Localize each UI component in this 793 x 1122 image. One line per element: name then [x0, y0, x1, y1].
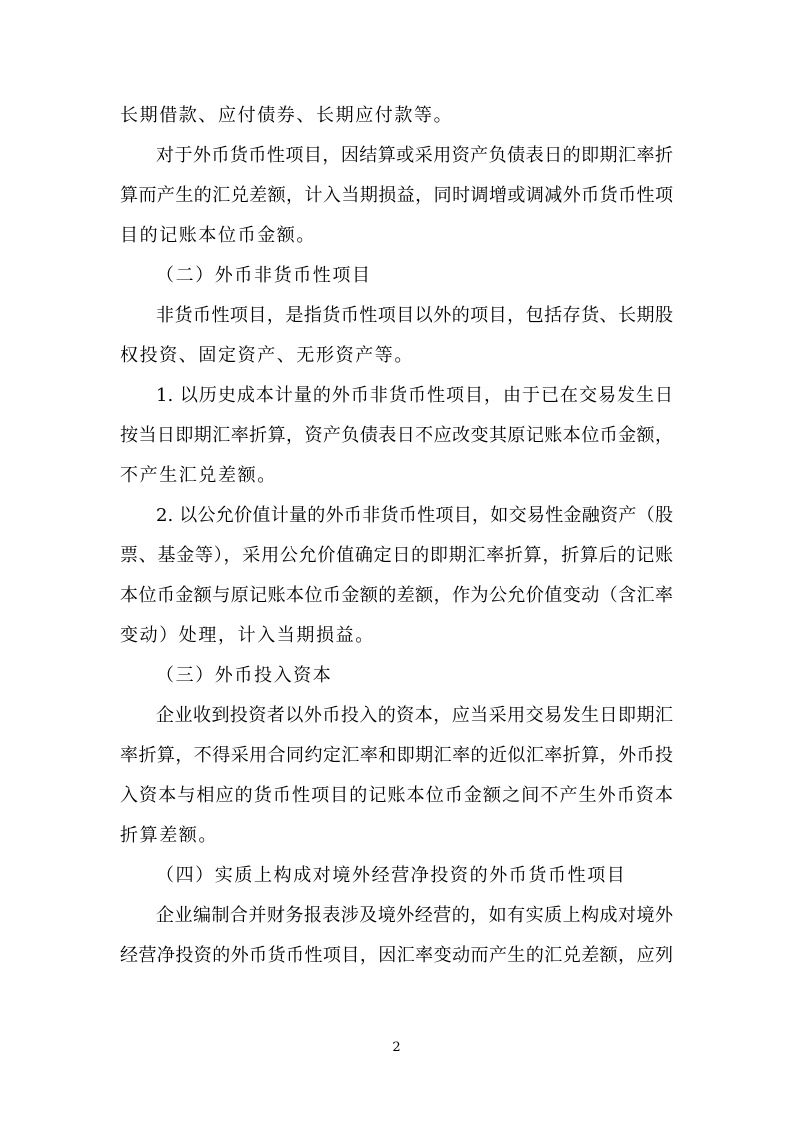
text-line: 企业编制合并财务报表涉及境外经营的，如有实质上构成对境外 — [156, 905, 673, 926]
text-line: 折算差额。 — [120, 825, 218, 846]
text-line: 2. 以公允价值计量的外币非货币性项目，如交易性金融资产（股 — [156, 505, 673, 526]
text-line: 不产生汇兑差额。 — [120, 465, 277, 486]
text-line: 票、基金等），采用公允价值确定日的即期汇率折算，折算后的记账 — [120, 545, 673, 566]
text-line: 按当日即期汇率折算，资产负债表日不应改变其原记账本位币金额， — [120, 425, 673, 446]
text-line: 本位币金额与原记账本位币金额的差额，作为公允价值变动（含汇率 — [120, 585, 673, 606]
text-line: 变动）处理，计入当期损益。 — [120, 625, 375, 646]
text-line: 目的记账本位币金额。 — [120, 225, 316, 246]
text-line: 1. 以历史成本计量的外币非货币性项目，由于已在交易发生日 — [156, 385, 673, 406]
section-heading: （三）外币投入资本 — [156, 665, 333, 686]
section-heading: （二）外币非货币性项目 — [156, 265, 372, 286]
text-line: 企业收到投资者以外币投入的资本，应当采用交易发生日即期汇 — [156, 705, 673, 726]
text-line: 对于外币货币性项目，因结算或采用资产负债表日的即期汇率折 — [156, 145, 673, 166]
document-body — [120, 96, 673, 976]
section-heading: （四）实质上构成对境外经营净投资的外币货币性项目 — [156, 865, 627, 886]
text-line: 长期借款、应付债券、长期应付款等。 — [120, 105, 454, 126]
text-line: 非货币性项目，是指货币性项目以外的项目，包括存货、长期股 — [156, 305, 673, 326]
page-number: 2 — [392, 1040, 401, 1055]
text-line: 率折算，不得采用合同约定汇率和即期汇率的近似汇率折算，外币投 — [120, 745, 673, 766]
text-line: 权投资、固定资产、无形资产等。 — [120, 345, 414, 366]
text-line: 经营净投资的外币货币性项目，因汇率变动而产生的汇兑差额，应列 — [120, 945, 673, 966]
text-line: 入资本与相应的货币性项目的记账本位币金额之间不产生外币资本 — [120, 785, 673, 806]
text-line: 算而产生的汇兑差额，计入当期损益，同时调增或调减外币货币性项 — [120, 185, 673, 206]
